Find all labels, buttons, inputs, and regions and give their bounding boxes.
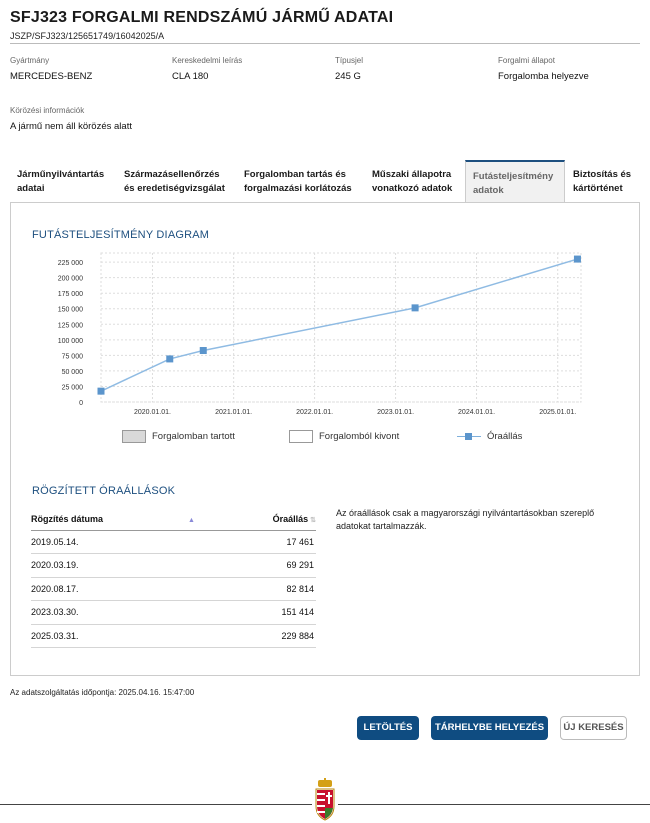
legend-item-in-traffic: [122, 430, 235, 443]
tab-traffic-restriction[interactable]: [237, 160, 365, 203]
legend-line-marker: [457, 430, 481, 443]
tab-mileage[interactable]: [465, 160, 565, 203]
tab-bar: [10, 160, 640, 203]
y-tick-label: 225 000: [57, 260, 83, 268]
manufacturer-label: Gyártmány: [10, 56, 50, 65]
legend-swatch-grey: [122, 430, 146, 443]
data-point: [200, 347, 207, 354]
table-row: [31, 601, 316, 625]
tab-insurance[interactable]: [566, 160, 640, 203]
page-title: SFJ323 FORGALMI RENDSZÁMÚ JÁRMŰ ADATAI: [10, 9, 394, 26]
type-label: Típusjel: [335, 56, 364, 65]
legend-label: Óraállás: [487, 431, 523, 442]
y-tick-label: 175 000: [57, 291, 83, 299]
cell-odometer: 229 884: [256, 624, 316, 648]
sort-asc-icon: ▲: [188, 516, 195, 524]
table-header-row: [31, 508, 316, 530]
cell-date: 2019.05.14.: [31, 530, 256, 554]
type-value: 245 G: [335, 71, 361, 82]
wanted-info-field: [10, 106, 132, 132]
y-tick-label: 150 000: [57, 306, 83, 314]
x-tick-label: 2023.01.01.: [377, 409, 415, 416]
tab-vehicle-registry[interactable]: [10, 160, 116, 203]
trade-description-field: [172, 56, 242, 82]
manufacturer-field: [10, 56, 92, 82]
column-header-odometer[interactable]: [256, 508, 316, 530]
tab-label-line1: Biztosítás és: [573, 169, 632, 180]
tab-label-line1: Származásellenőrzés: [124, 169, 220, 180]
chart-legend: [11, 430, 641, 446]
wanted-info-label: Körözési információk: [10, 106, 85, 115]
traffic-status-field: [498, 56, 589, 82]
download-button[interactable]: LETÖLTÉS: [357, 716, 419, 740]
column-header-date[interactable]: [31, 508, 256, 530]
tab-label-line1: Műszaki állapotra: [372, 169, 452, 180]
tab-label-line2: és eredetiségvizsgálat: [124, 183, 225, 194]
y-tick-label: 75 000: [61, 353, 83, 361]
legend-swatch-white: [289, 430, 313, 443]
manufacturer-value: MERCEDES-BENZ: [10, 71, 93, 82]
table-row: [31, 577, 316, 601]
tab-label-line2: adatok: [473, 185, 504, 196]
chart-section-title: FUTÁSTELJESÍTMÉNY DIAGRAM: [32, 229, 210, 241]
odometer-note: Az óraállások csak a magyarországi nyilvántartásokban szereplő adatokat tartalmazzák.: [336, 508, 595, 531]
tab-label-line1: Járműnyilvántartás: [17, 169, 105, 180]
mileage-chart: [31, 245, 591, 425]
cell-odometer: 69 291: [256, 554, 316, 578]
tab-label-line2: vonatkozó adatok: [372, 183, 453, 194]
y-tick-label: 100 000: [57, 337, 83, 345]
trade-description-label: Kereskedelmi leírás: [172, 56, 243, 65]
data-timestamp: Az adatszolgáltatás időpontja: 2025.04.16. 15:47:00: [10, 688, 195, 697]
table-row: [31, 530, 316, 554]
y-tick-label: 125 000: [57, 322, 83, 330]
trade-description-value: CLA 180: [172, 71, 209, 82]
wanted-info-value: A jármű nem áll körözés alatt: [10, 121, 132, 132]
cell-date: 2020.03.19.: [31, 554, 256, 578]
cell-date: 2025.03.31.: [31, 624, 256, 648]
table-row: [31, 624, 316, 648]
cell-odometer: 82 814: [256, 577, 316, 601]
tab-technical-condition[interactable]: [365, 160, 465, 203]
table-row: [31, 554, 316, 578]
tab-label-line2: forgalmazási korlátozás: [244, 183, 352, 194]
legend-label: Forgalomban tartott: [152, 431, 235, 442]
data-point: [98, 388, 105, 395]
reference-code: JSZP/SFJ323/125651749/16042025/A: [10, 31, 165, 41]
data-point: [574, 256, 581, 263]
x-tick-label: 2025.01.01.: [539, 409, 577, 416]
cell-date: 2023.03.30.: [31, 601, 256, 625]
type-field: [335, 56, 363, 82]
cell-odometer: 17 461: [256, 530, 316, 554]
traffic-status-label: Forgalmi állapot: [498, 56, 555, 65]
tab-label-line1: Forgalomban tartás és: [244, 169, 346, 180]
tab-origin-check[interactable]: [117, 160, 237, 203]
sort-both-icon: ⇅: [310, 516, 316, 524]
data-point: [166, 355, 173, 362]
odometer-section-title: RÖGZÍTETT ÓRAÁLLÁSOK: [32, 485, 176, 497]
column-header-label: Óraállás: [272, 513, 309, 524]
column-header-label: Rögzítés dátuma: [31, 513, 104, 524]
data-point: [412, 304, 419, 311]
tab-label-line2: adatai: [17, 183, 45, 194]
new-search-button[interactable]: ÚJ KERESÉS: [560, 716, 627, 740]
title-divider: [10, 43, 640, 44]
y-tick-label: 50 000: [61, 368, 83, 376]
cell-odometer: 151 414: [256, 601, 316, 625]
x-tick-label: 2022.01.01.: [296, 409, 334, 416]
traffic-status-value: Forgalomba helyezve: [498, 71, 589, 82]
y-tick-label: 0: [79, 400, 83, 407]
x-tick-label: 2020.01.01.: [133, 409, 171, 416]
legend-label: Forgalomból kivont: [319, 431, 400, 442]
mileage-panel: [10, 202, 640, 676]
x-tick-label: 2021.01.01.: [215, 409, 253, 416]
legend-item-odometer: [457, 430, 522, 443]
tab-label-line1: Futásteljesítmény: [473, 171, 554, 182]
y-tick-label: 25 000: [61, 384, 83, 392]
x-tick-label: 2024.01.01.: [458, 409, 496, 416]
legend-item-withdrawn: [289, 430, 399, 443]
plot-area: [101, 253, 581, 402]
cell-date: 2020.08.17.: [31, 577, 256, 601]
store-button[interactable]: TÁRHELYBE HELYEZÉS: [431, 716, 548, 740]
y-tick-label: 200 000: [57, 275, 83, 283]
odometer-table: [31, 508, 316, 648]
coat-of-arms-icon: [312, 778, 338, 822]
tab-label-line2: kártörténet: [573, 183, 623, 194]
